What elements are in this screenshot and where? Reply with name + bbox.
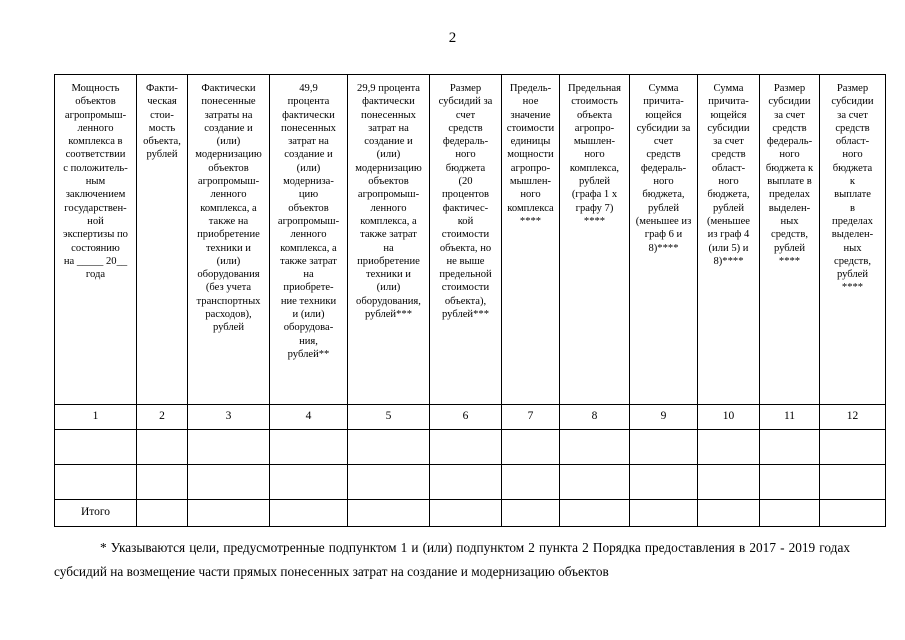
header-row — [55, 75, 886, 405]
table-cell — [502, 465, 560, 500]
header-cell-11: Размер субсидии за счет средств федераль- ного бюджета к выплате в пределах выделен- ных средств, рублей **** — [760, 75, 820, 405]
column-number: 11 — [760, 405, 820, 430]
header-cell-10: Сумма причита- ющейся субсидии за счет средств област- ного бюджета, рублей (меньшее из граф 4 (или 5) и 8)**** — [698, 75, 760, 405]
footnote: * Указываются цели, предусмотренные подпунктом 1 и (или) подпунктом 2 пункта 2 Порядка предоставления в 2017 - 2019 годах субсидий на возмещение части прямых понесенных затрат на создание и модернизацию объектов — [54, 540, 850, 579]
column-number: 5 — [348, 405, 430, 430]
header-cell-2: Факти- ческая стои- мость объекта, рублей — [137, 75, 188, 405]
table-row — [55, 465, 886, 500]
table-cell — [270, 500, 348, 527]
table-cell — [560, 430, 630, 465]
total-label: Итого — [55, 500, 137, 527]
table-cell — [630, 430, 698, 465]
header-cell-6: Размер субсидий за счет средств федераль- ного бюджета (20 процентов фактичес- кой стоимости объекта, но не выше предельной стоимости объекта), рублей*** — [430, 75, 502, 405]
table-row — [55, 430, 886, 465]
table-cell — [430, 430, 502, 465]
table-cell — [137, 500, 188, 527]
column-number: 1 — [55, 405, 137, 430]
column-number: 4 — [270, 405, 348, 430]
column-number: 7 — [502, 405, 560, 430]
table-cell — [698, 430, 760, 465]
table-cell — [820, 465, 886, 500]
subsidy-table — [54, 74, 886, 527]
column-number: 9 — [630, 405, 698, 430]
table-cell — [760, 465, 820, 500]
table-cell — [698, 500, 760, 527]
table-cell — [137, 430, 188, 465]
table-cell — [820, 500, 886, 527]
column-number-row — [55, 405, 886, 430]
table-cell — [502, 430, 560, 465]
table-cell — [348, 500, 430, 527]
header-cell-12: Размер субсидии за счет средств област- ного бюджета к выплате в пределах выделен- ных средств, рублей **** — [820, 75, 886, 405]
table-cell — [348, 430, 430, 465]
table-cell — [560, 465, 630, 500]
table-cell — [560, 500, 630, 527]
table-cell — [630, 465, 698, 500]
column-number: 8 — [560, 405, 630, 430]
header-cell-4: 49,9 процента фактически понесенных затрат на создание и (или) модерниза- цию объектов агропромыш- ленного комплекса, а также затрат на приобрете- ние техники и (или) оборудова- ния, рублей** — [270, 75, 348, 405]
table-cell — [270, 430, 348, 465]
table-cell — [137, 465, 188, 500]
total-row — [55, 500, 886, 527]
header-cell-5: 29,9 процента фактически понесенных затрат на создание и (или) модернизацию объектов агропромыш- ленного комплекса, а также затрат на приобретение техники и (или) оборудования, рублей*** — [348, 75, 430, 405]
column-number: 10 — [698, 405, 760, 430]
table-cell — [188, 430, 270, 465]
header-cell-1: Мощность объектов агропромыш- ленного комплекса в соответствии с положитель- ным заключением государствен- ной экспертизы по состоянию на _____ 20__ года — [55, 75, 137, 405]
column-number: 3 — [188, 405, 270, 430]
table-cell — [502, 500, 560, 527]
table-cell — [188, 465, 270, 500]
table-cell — [270, 465, 348, 500]
header-cell-9: Сумма причита- ющейся субсидии за счет средств федераль- ного бюджета, рублей (меньшее из граф 6 и 8)**** — [630, 75, 698, 405]
column-number: 12 — [820, 405, 886, 430]
table-cell — [630, 500, 698, 527]
column-number: 6 — [430, 405, 502, 430]
header-cell-7: Предель- ное значение стоимости единицы мощности агропро- мышлен- ного комплекса **** — [502, 75, 560, 405]
table-cell — [188, 500, 270, 527]
table-cell — [430, 465, 502, 500]
table-cell — [760, 430, 820, 465]
page-number: 2 — [448, 30, 457, 46]
table-cell — [55, 465, 137, 500]
column-number: 2 — [137, 405, 188, 430]
header-cell-3: Фактически понесенные затраты на создание и (или) модернизацию объектов агропромыш- ленного комплекса, а также на приобретение техники и (или) оборудования (без учета транспортных расходов), рублей — [188, 75, 270, 405]
table-cell — [698, 465, 760, 500]
table-cell — [760, 500, 820, 527]
table-cell — [348, 465, 430, 500]
table-cell — [55, 430, 137, 465]
table-cell — [820, 430, 886, 465]
table-cell — [430, 500, 502, 527]
header-cell-8: Предельная стоимость объекта агропро- мышлен- ного комплекса, рублей (графа 1 х графу 7) **** — [560, 75, 630, 405]
